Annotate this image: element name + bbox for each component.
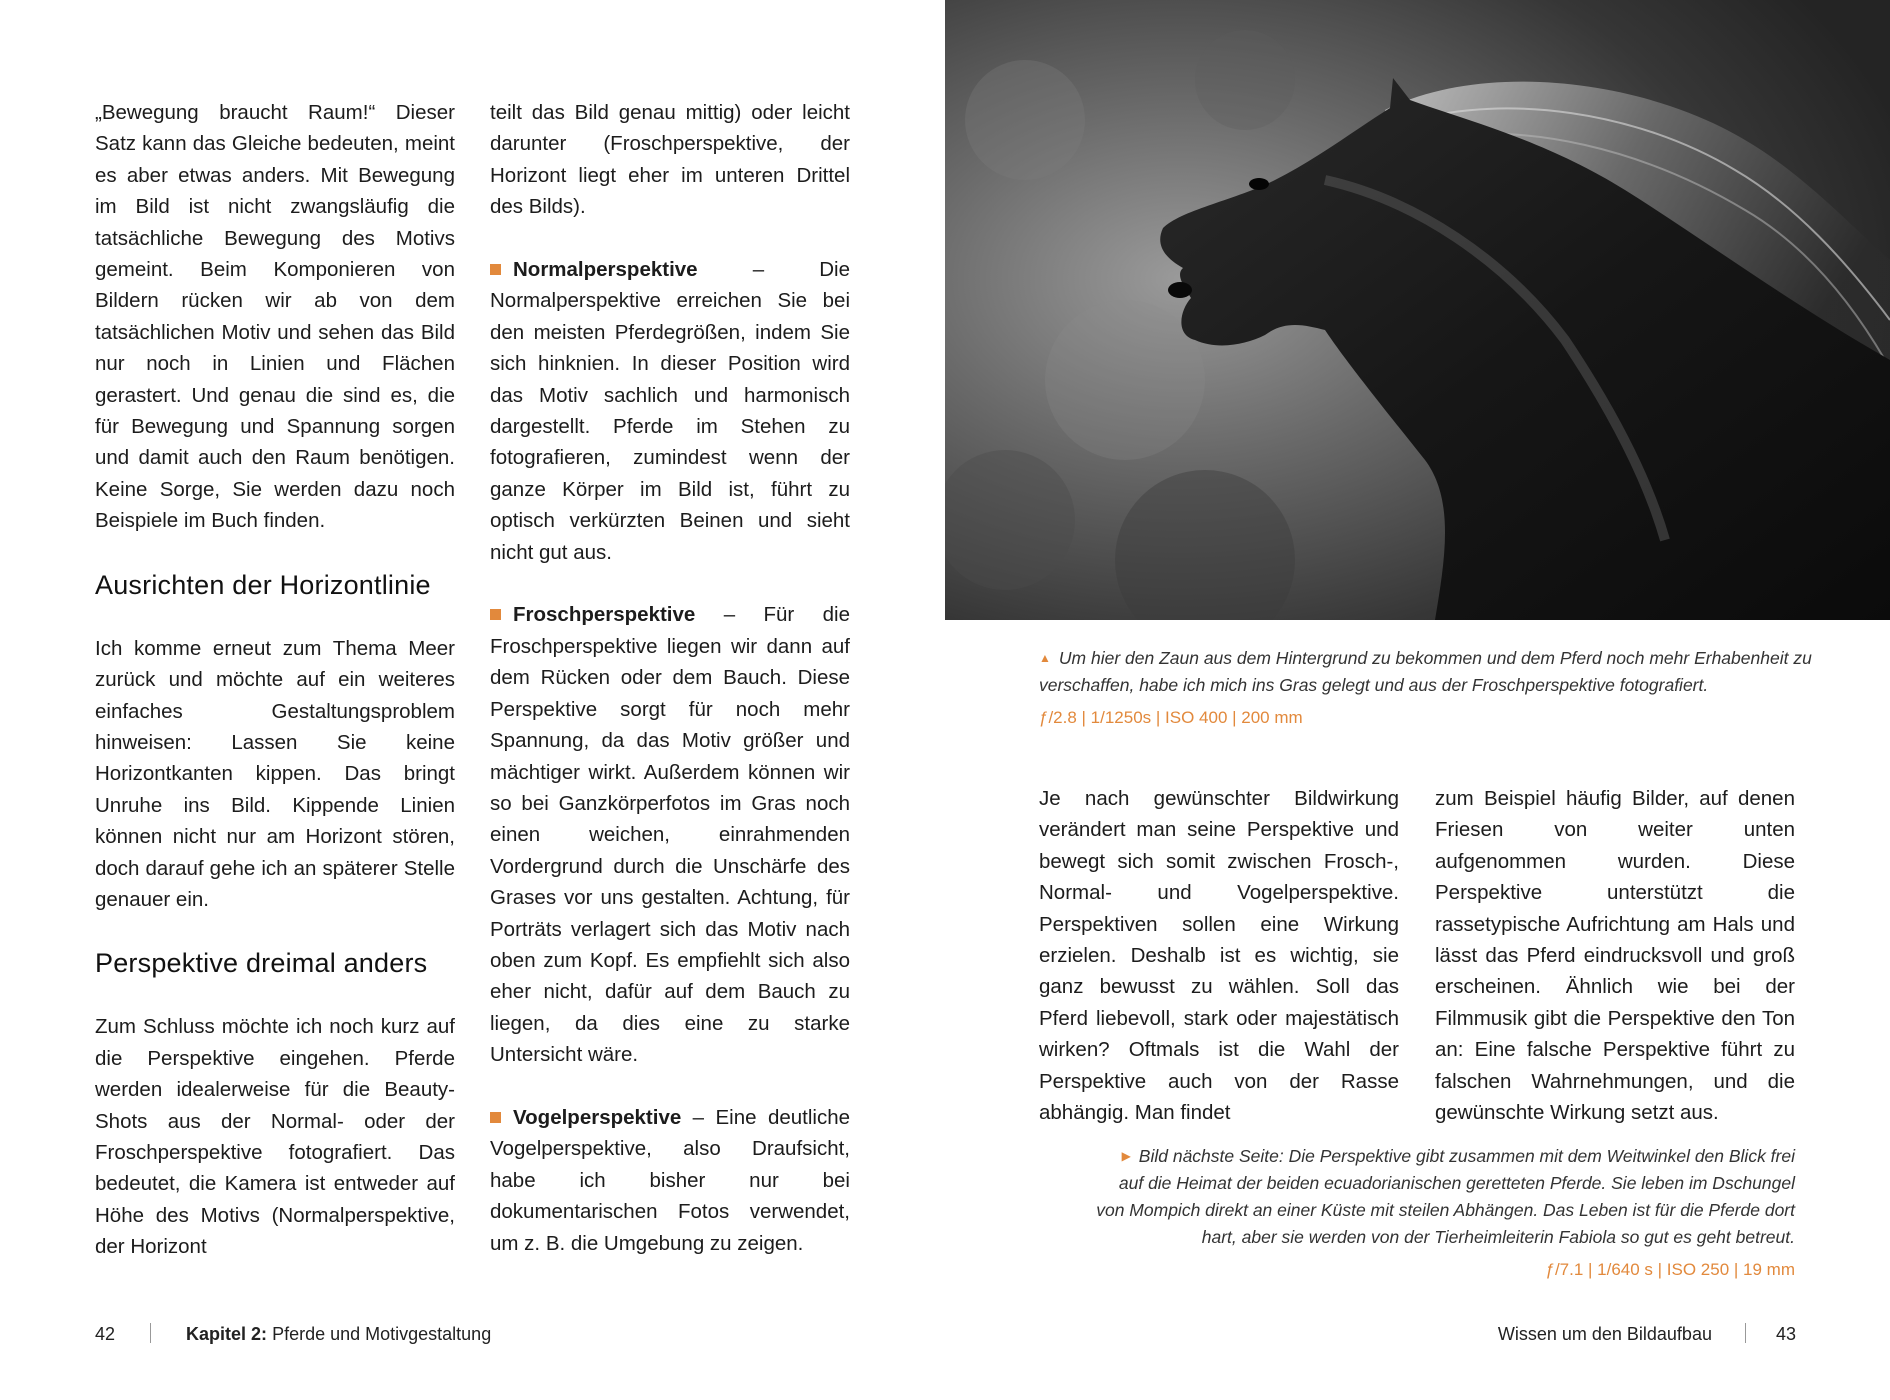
horse-photo-illustration	[945, 0, 1890, 620]
next-caption-exif: ƒ/7.1 | 1/640 s | ISO 250 | 19 mm	[1545, 1260, 1795, 1279]
list-item-vogel	[490, 1102, 850, 1259]
text-frosch: – Für die Froschperspektive liegen wir dann auf dem Rücken oder dem Bauch. Diese Perspektive sorgt für noch mehr Spannung, da das Motiv größer und mächtiger wirkt. Außerdem können wir so bei Ganzkörperfotos im Gras noch einen weichen, einrahmenden Vordergrund durch die Unschärfe des Grases vor uns gestalten. Achtung, für Porträts verlagert sich das Motiv nach oben zum Kopf. Es empfiehlt sich also eher nicht, dafür auf dem Bauch zu liegen, da dies eine zu starke Untersicht wäre.	[490, 603, 850, 1067]
right-column-2	[1435, 783, 1795, 1128]
term-frosch: Froschperspektive	[513, 603, 696, 627]
footer-divider	[1745, 1323, 1746, 1343]
horse-photo	[945, 0, 1890, 620]
perspective-paragraph: Zum Schluss möchte ich noch kurz auf die Perspektive eingehen. Pferde werden idealerweise für die Beauty-Shots aus der Normal- oder der Froschperspektive fotografiert. Das bedeutet, die Kamera ist entweder auf Höhe des Motivs (Normalperspektive, der Horizont	[95, 1015, 455, 1259]
footer-divider	[150, 1323, 151, 1343]
triangle-up-icon: ▲	[1039, 651, 1051, 665]
continuation-paragraph: teilt das Bild genau mittig) oder leicht darunter (Froschperspektive, der Horizont liegt eher im unteren Drittel des Bilds).	[490, 101, 850, 219]
list-item-frosch	[490, 599, 850, 1070]
chapter-label: Kapitel 2:	[186, 1324, 268, 1344]
heading-perspective: Perspektive dreimal anders	[95, 948, 428, 979]
right-page	[945, 0, 1890, 1400]
intro-paragraph: „Bewegung braucht Raum!“ Dieser Satz kann das Gleiche bedeuten, meint es aber etwas anders. Mit Bewegung im Bild ist nicht zwangsläufig die tatsächliche Bewegung des Motivs gemeint. Beim Komponieren von Bildern rücken wir ab von dem tatsächlichen Motiv und sehen das Bild nur noch in Linien und Flächen gerastert. Und genau die sind es, die für Bewegung und Spannung sorgen und damit auch den Raum benötigen. Keine Sorge, Sie werden dazu noch Beispiele im Buch finden.	[95, 101, 455, 533]
text-normal: – Die Normalperspektive erreichen Sie bei den meisten Pferdegrößen, indem Sie sich hinknien. In dieser Position wird das Motiv sachlich und harmonisch dargestellt. Pferde im Stehen zu fotografieren, zumindest wenn der ganze Körper im Bild ist, führt zu optisch verkürzten Beinen und sieht nicht gut aus.	[490, 258, 850, 564]
page-number-right: 43	[1775, 1324, 1796, 1344]
photo-caption	[1039, 645, 1819, 731]
right-paragraph-1: Je nach gewünschter Bildwirkung verändert man seine Perspektive und bewegt sich somit zwischen Frosch-, Normal- und Vogelperspektive. Perspektiven sollen eine Wirkung erzielen. Deshalb ist es wichtig, sie ganz bewusst zu wählen. Soll das Pferd liebevoll, stark oder majestätisch wirken? Oftmals ist die Wahl der Perspektive auch von der Rasse abhängig. Man findet	[1039, 787, 1399, 1125]
caption-exif: ƒ/2.8 | 1/1250s | ISO 400 | 200 mm	[1039, 708, 1303, 727]
horizon-paragraph: Ich komme erneut zum Thema Meer zurück und möchte auf ein weiteres einfaches Gestaltungsproblem hinweisen: Lassen Sie keine Horizontkanten kippen. Das bringt Unruhe ins Bild. Kippende Linien können nicht nur am Horizont stören, doch darauf gehe ich an späterer Stelle genauer ein.	[95, 636, 455, 911]
right-paragraph-2: zum Beispiel häufig Bilder, auf denen Friesen von weiter unten aufgenommen wurden. Diese Perspektive unterstützt die rassetypische Aufrichtung am Hals und lässt das Pferd eindrucksvoll und groß erscheinen. Ähnlich wie bei der Filmmusik gibt die Perspektive den Ton an: Eine falsche Perspektive führt zu falschen Wahrnehmungen, und die gewünschte Wirkung setzt aus.	[1435, 787, 1795, 1125]
list-item-normal	[490, 254, 850, 568]
caption-text: Um hier den Zaun aus dem Hintergrund zu bekommen und dem Pferd noch mehr Erhabenheit zu verschaffen, habe ich mich ins Gras gelegt und aus der Froschperspektive fotografiert.	[1039, 648, 1812, 695]
section-title: Wissen um den Bildaufbau	[1497, 1324, 1712, 1344]
page-number-left: 42	[95, 1324, 116, 1344]
left-column-1	[95, 97, 455, 1263]
text-vogel: – Eine deutliche Vogelperspektive, also Draufsicht, habe ich bisher nur bei dokumentarischen Fotos verwendet, um z. B. die Umgebung zu zeigen.	[490, 1105, 850, 1255]
left-column-2	[490, 97, 850, 1259]
bullet-square-icon	[490, 1112, 501, 1123]
right-column-1	[1039, 783, 1399, 1128]
bullet-square-icon	[490, 609, 501, 620]
term-normal: Normalperspektive	[513, 258, 698, 282]
term-vogel: Vogelperspektive	[513, 1105, 682, 1129]
next-page-caption	[1095, 1143, 1795, 1283]
chapter-title: Pferde und Motivgestaltung	[267, 1324, 492, 1344]
footer-right	[1498, 1323, 1796, 1345]
bullet-square-icon	[490, 264, 501, 275]
footer-left	[95, 1323, 491, 1345]
heading-horizon: Ausrichten der Horizontlinie	[95, 569, 431, 600]
next-caption-text: Bild nächste Seite: Die Perspektive gibt zusammen mit dem Weitwinkel den Blick frei auf die Heimat der beiden ecuadorianischen geretteten Pferde. Sie leben im Dschungel von Mompich direkt an einer Küste mit steilen Abhängen. Das Leben ist für die Pferde dort hart, aber sie werden von der Tierheimleiterin Fabiola so gut es geht betreut.	[1096, 1146, 1795, 1247]
triangle-right-icon: ▶	[1121, 1149, 1131, 1163]
